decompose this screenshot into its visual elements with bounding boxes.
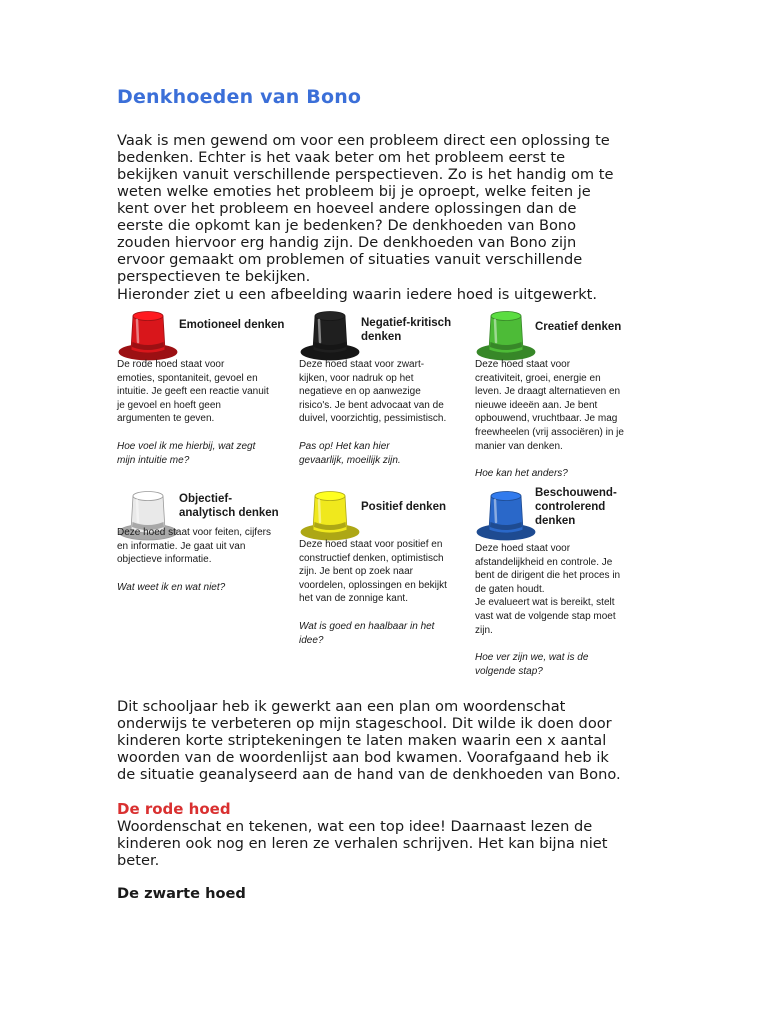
hat-description-line: Deze hoed staat voor [475, 543, 571, 554]
intro-line: eerste die opkomt kan je bedenken? De denkhoeden van Bono [117, 217, 577, 234]
hat-title [535, 320, 621, 334]
paragraph-line: de situatie geanalyseerd aan de hand van de denkhoeden van Bono. [117, 766, 621, 783]
intro-line: Vaak is men gewend om voor een probleem direct een oplossing te [117, 132, 610, 149]
paragraph-line: kinderen korte striptekeningen te laten maken waarin een x aantal [117, 732, 607, 749]
hat-question [299, 440, 471, 467]
hat-description-line: creativiteit, groei, energie en [475, 372, 601, 384]
hat-question-line: idee? [299, 634, 324, 646]
paragraph-line: onderwijs te verbeteren op mijn stageschool. Dit wilde ik doen door [117, 715, 612, 732]
hat-description-line: zijn. [475, 624, 493, 636]
hat-description-line: opbouwend, vruchtbaar. Je mag [475, 413, 618, 425]
hat-question-line: Pas op! Het kan hier [299, 441, 390, 452]
black-hat-icon [299, 306, 361, 364]
hat-card [299, 306, 474, 486]
intro-line: perspectieven te bekijken. [117, 268, 311, 285]
hat-title-line: Positief denken [361, 501, 446, 513]
hat-title-line: denken [535, 515, 576, 527]
hat-title-line: Negatief-kritisch [361, 317, 452, 329]
hat-description-line: risico's. Je bent advocaat van de [299, 399, 444, 411]
hat-title-line: denken [361, 331, 402, 343]
red-hat-icon [117, 306, 179, 364]
document-page [117, 86, 657, 902]
hat-description-line: vast wat de volgende stap moet [475, 610, 616, 622]
red-hat-paragraph [117, 818, 657, 869]
hat-description-line: Je evalueert wat is bereikt, stelt [475, 597, 615, 609]
intro-line: zouden hiervoor erg handig zijn. De denkhoeden van Bono zijn [117, 234, 577, 251]
hat-description-line: Deze hoed staat voor feiten, cijfers [117, 527, 271, 538]
hat-question [299, 620, 471, 647]
hat-title [361, 316, 451, 344]
hat-description-line: bent de dirigent die het proces in [475, 570, 621, 582]
hat-description-line: negatieve en op aanwezige [299, 386, 421, 398]
hat-description-line: kijken, voor nadruk op het [299, 372, 414, 384]
hat-card [117, 486, 292, 666]
hat-description-line: objectieve informatie. [117, 554, 212, 566]
hat-question-line: Hoe kan het anders? [475, 468, 568, 480]
black-hat-heading: De zwarte hoed [117, 885, 246, 902]
schoolyear-paragraph [117, 698, 662, 783]
hat-title [535, 486, 617, 528]
hat-description-line: intuitie. Je geeft een reactie vanuit [117, 386, 269, 398]
hat-title-line: analytisch denken [179, 507, 279, 519]
hat-description [299, 538, 471, 606]
hat-description-line: nieuwe ideeën aan. Je bent [475, 399, 598, 411]
hat-card [475, 306, 650, 486]
hat-description-line: argumenten te geven. [117, 413, 215, 425]
hat-title [361, 500, 446, 514]
hat-description-line: je gevoel en hoeft geen [117, 399, 221, 411]
hat-title [179, 318, 284, 332]
paragraph-line: Dit schooljaar heb ik gewerkt aan een plan om woordenschat [117, 698, 566, 715]
hat-description-line: duivel, voorzichtig, pessimistisch. [299, 413, 447, 425]
paragraph-line: kinderen ook nog en leren ze verhalen schrijven. Het kan bijna niet [117, 835, 608, 852]
hat-description [299, 358, 471, 426]
hat-description-line: afstandelijkheid en controle. Je [475, 556, 613, 568]
hat-description-line: voordelen, oplossingen en bekijkt [299, 579, 447, 591]
hat-description [117, 358, 289, 426]
intro-line: bedenken. Echter is het vaak beter om het probleem eerst te [117, 149, 566, 166]
intro-line: weten welke emoties het probleem bij je oproept, welke feiten je [117, 183, 591, 200]
page-title: Denkhoeden van Bono [117, 86, 362, 108]
hat-title-line: Emotioneel denken [179, 319, 285, 331]
hat-card [117, 306, 292, 486]
yellow-hat-icon [299, 486, 361, 544]
hat-title [179, 492, 279, 520]
hat-question-line: Hoe ver zijn we, wat is de [475, 652, 589, 664]
hat-question-line: Wat weet ik en wat niet? [117, 581, 226, 593]
hat-description [117, 526, 289, 567]
hat-question-line: Hoe voel ik me hierbij, wat zegt [117, 441, 256, 452]
paragraph-line: beter. [117, 852, 160, 869]
hat-question [117, 440, 289, 467]
paragraph-line: Woordenschat en tekenen, wat een top idee! Daarnaast lezen de [117, 818, 593, 835]
intro-line: ervoor gemaakt om problemen of situaties vanuit verschillende [117, 251, 583, 268]
hat-description-line: manier van denken. [475, 440, 563, 452]
hat-description-line: de gaten houdt. [475, 583, 545, 595]
green-hat-icon [475, 306, 537, 364]
hat-description-line: freewheelen (vrij associëren) in je [475, 426, 624, 438]
blue-hat-icon [475, 486, 537, 544]
red-hat-heading: De rode hoed [117, 800, 231, 818]
intro-paragraph [117, 132, 657, 285]
hat-description-line: Deze hoed staat voor positief en [299, 539, 443, 550]
hat-description-line: constructief denken, optimistisch [299, 552, 444, 564]
intro-line: bekijken vanuit verschillende perspectieven. Zo is het handig om te [117, 166, 614, 183]
hat-title-line: controlerend [535, 501, 606, 513]
hat-description-line: emoties, spontaniteit, gevoel en [117, 372, 258, 384]
hat-description-line: De rode hoed staat voor [117, 359, 225, 370]
hat-description-line: het van de zonnige kant. [299, 593, 408, 605]
intro-last-line: Hieronder ziet u een afbeelding waarin iedere hoed is uitgewerkt. [117, 286, 598, 303]
intro-line: kent over het probleem en hoeveel andere oplossingen dan de [117, 200, 577, 217]
hat-description-line: leven. Je draagt alternatieven en [475, 386, 621, 398]
hat-title-line: Creatief denken [535, 321, 622, 333]
hat-description-line: zijn. Je bent op zoek naar [299, 566, 413, 578]
hat-card [475, 486, 650, 677]
hat-question [475, 467, 647, 481]
hat-question [117, 581, 289, 595]
hat-description-line: Deze hoed staat voor zwart- [299, 359, 425, 370]
hat-title-line: Objectief- [179, 493, 233, 505]
hat-card [299, 486, 474, 666]
hat-description [475, 542, 647, 637]
hat-description-line: en informatie. Je gaat uit van [117, 540, 246, 552]
thinking-hats-figure [117, 306, 657, 676]
hat-title-line: Beschouwend- [535, 487, 617, 499]
hat-question-line: gevaarlijk, moeilijk zijn. [299, 454, 401, 466]
hat-question-line: Wat is goed en haalbaar in het [299, 621, 435, 632]
hat-question [475, 651, 647, 678]
paragraph-line: woorden van de woordenlijst aan bod kwamen. Voorafgaand heb ik [117, 749, 609, 766]
hat-description [475, 358, 647, 453]
hat-question-line: volgende stap? [475, 665, 543, 677]
hat-description-line: Deze hoed staat voor [475, 359, 571, 370]
hat-question-line: mijn intuitie me? [117, 454, 190, 466]
